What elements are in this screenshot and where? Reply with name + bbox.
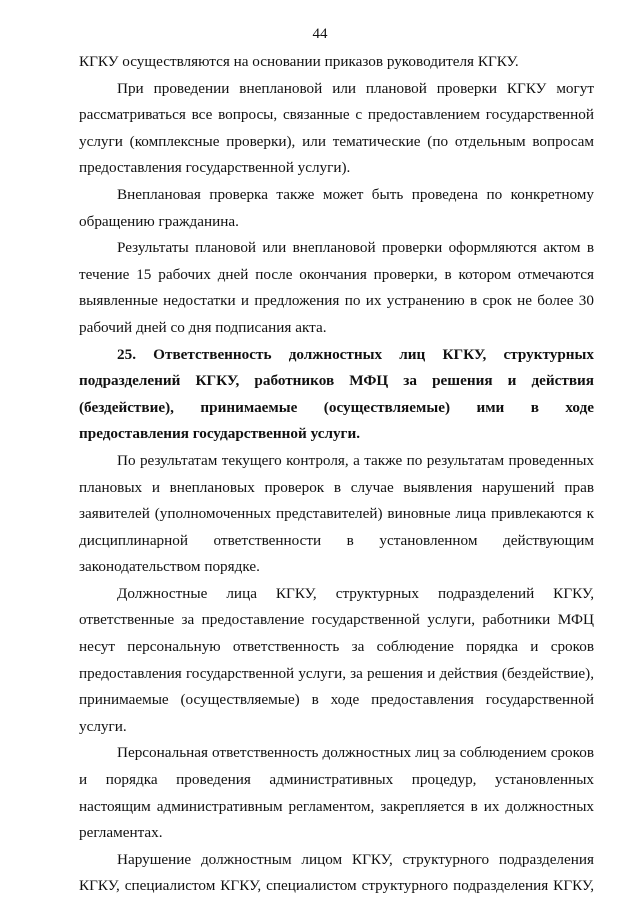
paragraph-continues: Нарушение должностным лицом КГКУ, структурного подразделения КГКУ, специалистом КГКУ, специалистом структурного подразделения КГКУ,	[79, 850, 594, 895]
paragraph: Персональная ответственность должностных лиц за соблюдением сроков и порядка проведения административных процедур, установленных настоящим административным регламентом, закрепляется в их должностных регламентах.	[79, 744, 594, 842]
paragraph: Результаты плановой или внеплановой проверки оформляются актом в течение 15 рабочих дней после окончания проверки, в котором отмечаются выявленные недостатки и предложения по их устранению в срок не более 30 рабочий дней со дня подписания акта.	[79, 239, 594, 336]
paragraph: По результатам текущего контроля, а также по результатам проведенных плановых и внеплановых проверок в случае выявления нарушений прав заявителей (уполномоченных представителей) виновные лица привлекаются к дисциплинарной ответственности в установленном действующим законодательством порядке.	[79, 451, 594, 576]
document-body	[79, 49, 594, 900]
paragraph: Должностные лица КГКУ, структурных подразделений КГКУ, ответственные за предоставление государственной услуги, работники МФЦ несут персональную ответственность за соблюдение порядка и сроков предоставления государственной услуги, за решения и действия (бездействие), принимаемые (осуществляемые) в ходе предоставления государственной услуги.	[79, 584, 594, 735]
section-heading: 25. Ответственность должностных лиц КГКУ, структурных подразделений КГКУ, работников МФЦ за решения и действия (бездействие), принимаемые (осуществляемые) ими в ходе предоставления государственной услуги.	[79, 345, 594, 443]
paragraph: При проведении внеплановой или плановой проверки КГКУ могут рассматриваться все вопросы, связанные с предоставлением государственной услуги (комплексные проверки), или тематические (по отдельным вопросам предоставления государственной услуги).	[79, 79, 594, 177]
paragraph: Внеплановая проверка также может быть проведена по конкретному обращению гражданина.	[79, 185, 594, 230]
page-number: 44	[312, 26, 328, 42]
paragraph-continuation: КГКУ осуществляются на основании приказов руководителя КГКУ.	[79, 53, 519, 70]
